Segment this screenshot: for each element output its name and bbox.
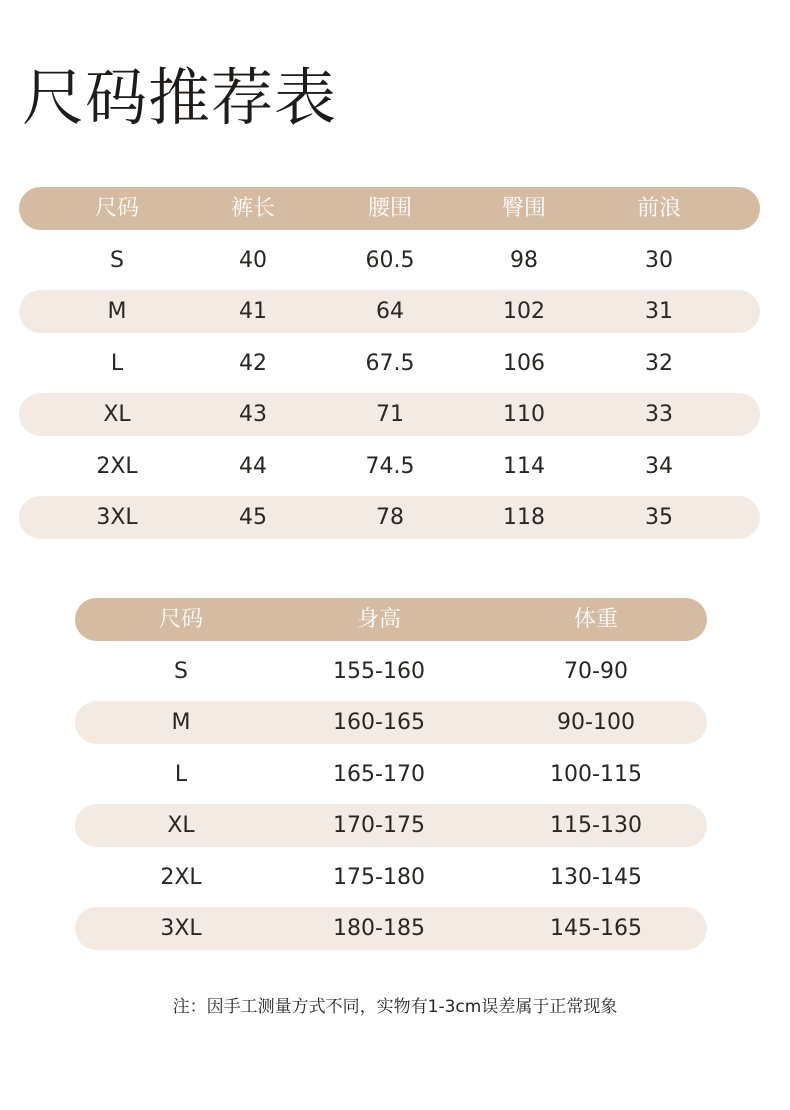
table-cell: 60.5 [365, 247, 415, 273]
table-row [75, 701, 707, 744]
table-cell: 114 [503, 453, 545, 479]
table-cell: L [174, 761, 188, 787]
fit-recommendation-table [75, 598, 707, 959]
table-cell: 175-180 [333, 864, 425, 890]
table-cell: 42 [239, 350, 267, 376]
table-row [19, 496, 760, 539]
table-cell: 102 [503, 299, 545, 324]
table-cell: 2XL [96, 453, 138, 479]
column-header: 尺码 [158, 607, 204, 632]
table-cell: XL [103, 402, 131, 427]
table-row [75, 804, 707, 847]
table-cell: 3XL [160, 916, 202, 941]
table-cell: 98 [510, 247, 538, 273]
table-cell: 118 [503, 505, 545, 530]
table-cell: 44 [239, 453, 267, 479]
table-cell: 32 [645, 350, 673, 376]
table-cell: 74.5 [365, 453, 415, 479]
table-cell: 145-165 [550, 916, 642, 941]
table-header-row [19, 187, 760, 230]
table-cell: M [171, 710, 191, 735]
table-row [75, 907, 707, 950]
column-header: 体重 [573, 607, 619, 632]
table-cell: 40 [239, 247, 267, 273]
table-cell: 100-115 [550, 761, 642, 787]
table-cell: 45 [239, 505, 267, 530]
table-cell: 34 [645, 453, 673, 479]
table-cell: 78 [376, 505, 404, 530]
measurement-footnote: 注：因手工测量方式不同，实物有1-3cm误差属于正常现象 [172, 997, 618, 1017]
table-cell: S [174, 658, 188, 684]
table-header-row [75, 598, 707, 641]
table-cell: 70-90 [564, 658, 628, 684]
table-cell: 41 [239, 299, 267, 324]
table-cell: 30 [645, 247, 673, 273]
table-cell: 165-170 [333, 761, 425, 787]
table-cell: L [110, 350, 124, 376]
table-cell: 64 [376, 299, 404, 324]
page-title: 尺码推荐表 [22, 61, 338, 134]
column-header: 臀围 [501, 196, 547, 221]
table-cell: 71 [376, 402, 404, 427]
table-cell: 155-160 [333, 658, 425, 684]
column-header: 裤长 [230, 196, 276, 221]
table-cell: 3XL [96, 505, 138, 530]
table-cell: 35 [645, 505, 673, 530]
pants-size-table [19, 187, 760, 548]
table-row [19, 290, 760, 333]
table-row [75, 856, 707, 899]
table-row [19, 393, 760, 436]
table-row [19, 239, 760, 282]
column-header: 身高 [356, 607, 402, 632]
table-cell: 31 [645, 299, 673, 324]
table-cell: 43 [239, 402, 267, 427]
table-cell: 115-130 [550, 813, 642, 838]
column-header: 尺码 [94, 196, 140, 221]
table-cell: 33 [645, 402, 673, 427]
table-cell: S [110, 247, 124, 273]
table-cell: 67.5 [365, 350, 415, 376]
table-cell: 106 [503, 350, 545, 376]
table-cell: 110 [503, 402, 545, 427]
table-cell: 180-185 [333, 916, 425, 941]
column-header: 前浪 [636, 196, 682, 221]
table-row [19, 342, 760, 385]
table-cell: 2XL [160, 864, 202, 890]
table-cell: 170-175 [333, 813, 425, 838]
table-cell: M [107, 299, 127, 324]
table-cell: 130-145 [550, 864, 642, 890]
table-cell: XL [167, 813, 195, 838]
table-row [19, 445, 760, 488]
column-header: 腰围 [367, 196, 413, 221]
table-row [75, 650, 707, 693]
table-cell: 160-165 [333, 710, 425, 735]
table-cell: 90-100 [557, 710, 635, 735]
table-row [75, 753, 707, 796]
